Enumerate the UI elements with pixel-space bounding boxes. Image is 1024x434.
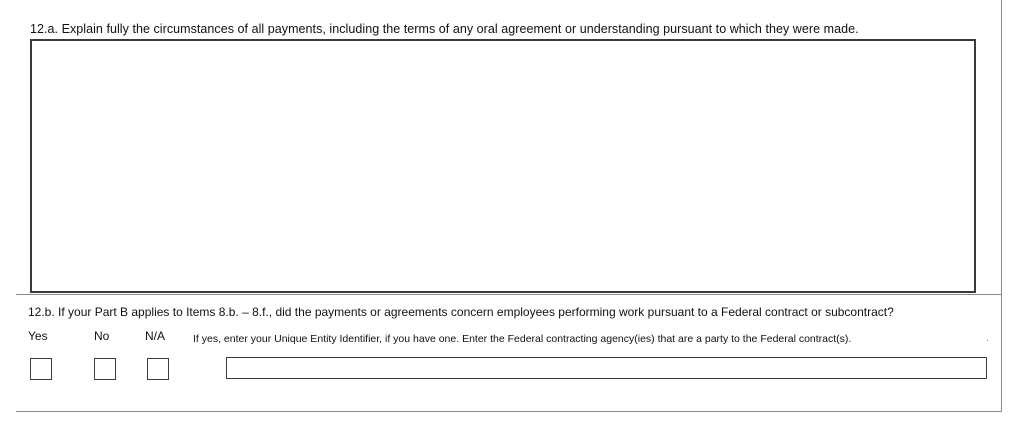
trailing-mark: . bbox=[986, 333, 989, 344]
question-12a-textarea[interactable] bbox=[30, 39, 976, 293]
no-checkbox[interactable] bbox=[94, 358, 116, 380]
yes-checkbox[interactable] bbox=[30, 358, 52, 380]
section-divider bbox=[16, 294, 1002, 295]
question-12b-label: 12.b. If your Part B applies to Items 8.b. – 8.f., did the payments or agreements concern employees performing work pursuant to a Federal contract or subcontract? bbox=[28, 305, 894, 319]
uei-instruction-label: If yes, enter your Unique Entity Identifier, if you have one. Enter the Federal contracting agency(ies) that are a party to the Federal contract(s). bbox=[193, 333, 852, 345]
question-12a-label: 12.a. Explain fully the circumstances of all payments, including the terms of any oral agreement or understanding pursuant to which they were made. bbox=[30, 22, 859, 36]
na-checkbox[interactable] bbox=[147, 358, 169, 380]
uei-agency-input[interactable] bbox=[226, 357, 987, 379]
option-yes-label: Yes bbox=[28, 329, 48, 343]
option-no-label: No bbox=[94, 329, 110, 343]
option-na-label: N/A bbox=[145, 329, 166, 343]
